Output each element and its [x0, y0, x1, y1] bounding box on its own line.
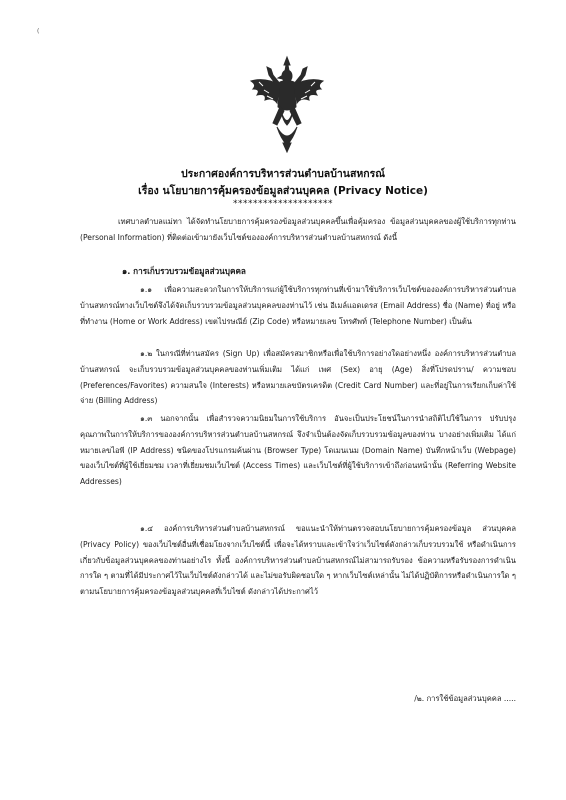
intro-paragraph: เทศบาลตำบลแม่ทา ได้จัดทำนโยบายการคุ้มครองข้อมูลส่วนบุคคลขึ้นเพื่อคุ้มครอง ข้อมูลส่วนบุคคลของผู้ใช้บริการทุกท่าน (Personal Information) ที่ติดต่อเข้ามายังเว็บไซต์ขององค์การบริหารส่วนตำบลบ้านสหกรณ์ ดังนี้	[80, 217, 516, 242]
document-title-line1: ประกาศองค์การบริหารส่วนตำบลบ้านสหกรณ์	[180, 168, 386, 180]
paragraph-1-4: ๑.๔ องค์การบริหารส่วนตำบลบ้านสหกรณ์ ขอแนะนำให้ท่านตรวจสอบนโยบายการคุ้มครองข้อมูล ส่วนบุคคล (Privacy Policy) ของเว็บไซต์อื่นที่เชื่อมโยงจากเว็บไซต์นี้ เพื่อจะได้ทราบและเข้าใจว่าเว็บไซต์ดังกล่าวเก็บรวบรวมใช้ หรือดำเนินการเกี่ยวกับข้อมูลส่วนบุคคลของท่านอย่างไร ทั้งนี้ องค์การบริหารส่วนตำบลบ้านสหกรณ์ไม่สามารถรับรอง ข้อความหรือรับรองการดำเนินการใด ๆ ตามที่ได้มีประกาศไว้ในเว็บไซต์ดังกล่าวได้ และไม่ขอรับผิดชอบใด ๆ หากเว็บไซต์เหล่านั้น ไม่ได้ปฏิบัติการหรือดำเนินการใด ๆ ตามนโยบายการคุ้มครองข้อมูลส่วนบุคคลที่เว็บไซต์ ดังกล่าวได้ประกาศไว้	[80, 524, 516, 597]
paragraph-1-3: ๑.๓ นอกจากนั้น เพื่อสำรวจความนิยมในการใช้บริการ อันจะเป็นประโยชน์ในการนำสถิติไปใช้ในการ ปรับปรุงคุณภาพในการให้บริการขององค์การบริหารส่วนตำบลบ้านสหกรณ์ จึงจำเป็นต้องจัดเก็บรวบรวมข้อมูลของท่าน บางอย่างเพิ่มเติม ได้แก่ หมายเลขไอพี (IP Address) ชนิดของโปรแกรมค้นผ่าน (Browser Type) โดเมนเนม (Domain Name) บันทึกหน้าเว็บ (Webpage) ของเว็บไซต์ที่ผู้ใช้เยี่ยมชม เวลาที่เยี่ยมชมเว็บไซต์ (Access Times) และเว็บไซต์ที่ผู้ใช้บริการเข้าถึงก่อนหน้านั้น (Referring Website Addresses)	[80, 414, 516, 487]
paragraph-1-1: ๑.๑ เพื่อความสะดวกในการให้บริการแก่ผู้ใช้บริการทุกท่านที่เข้ามาใช้บริการเว็บไซต์ขององค์การบริหารส่วนตำบลบ้านสหกรณ์ทางเว็บไซต์จึงได้จัดเก็บรวบรวมข้อมูลส่วนบุคคลของท่านไว้ เช่น อีเมล์แอดเดรส (Email Address) ชื่อ (Name) ที่อยู่ หรือ ที่ทำงาน (Home or Work Address) เขตไปรษณีย์ (Zip Code) หรือหมายเลข โทรศัพท์ (Telephone Number) เป็นต้น	[80, 285, 516, 326]
corner-mark: (	[37, 28, 40, 35]
next-section-marker: /๒. การใช้ข้อมูลส่วนบุคคล .....	[414, 694, 516, 703]
document-title-line2: เรื่อง นโยบายการคุ้มครองข้อมูลส่วนบุคคล (Privacy Notice)	[138, 185, 428, 197]
paragraph-1-2: ๑.๒ ในกรณีที่ท่านสมัคร (Sign Up) เพื่อสมัครสมาชิกหรือเพื่อใช้บริการอย่างใดอย่างหนึ่ง องค์การบริหารส่วนตำบลบ้านสหกรณ์ จะเก็บรวบรวมข้อมูลส่วนบุคคลของท่านเพิ่มเติม ได้แก่ เพศ (Sex) อายุ (Age) สิ่งที่โปรดปราน/ ความชอบ (Preferences/Favorites) ความสนใจ (Interests) หรือหมายเลขบัตรเครดิต (Credit Card Number) และที่อยู่ในการเรียกเก็บค่าใช้จ่าย (Billing Address)	[80, 349, 516, 406]
garuda-emblem-icon	[247, 55, 327, 153]
separator: ********************	[233, 199, 333, 209]
section-heading-1: ๑. การเก็บรวบรวมข้อมูลส่วนบุคคล	[122, 266, 246, 276]
